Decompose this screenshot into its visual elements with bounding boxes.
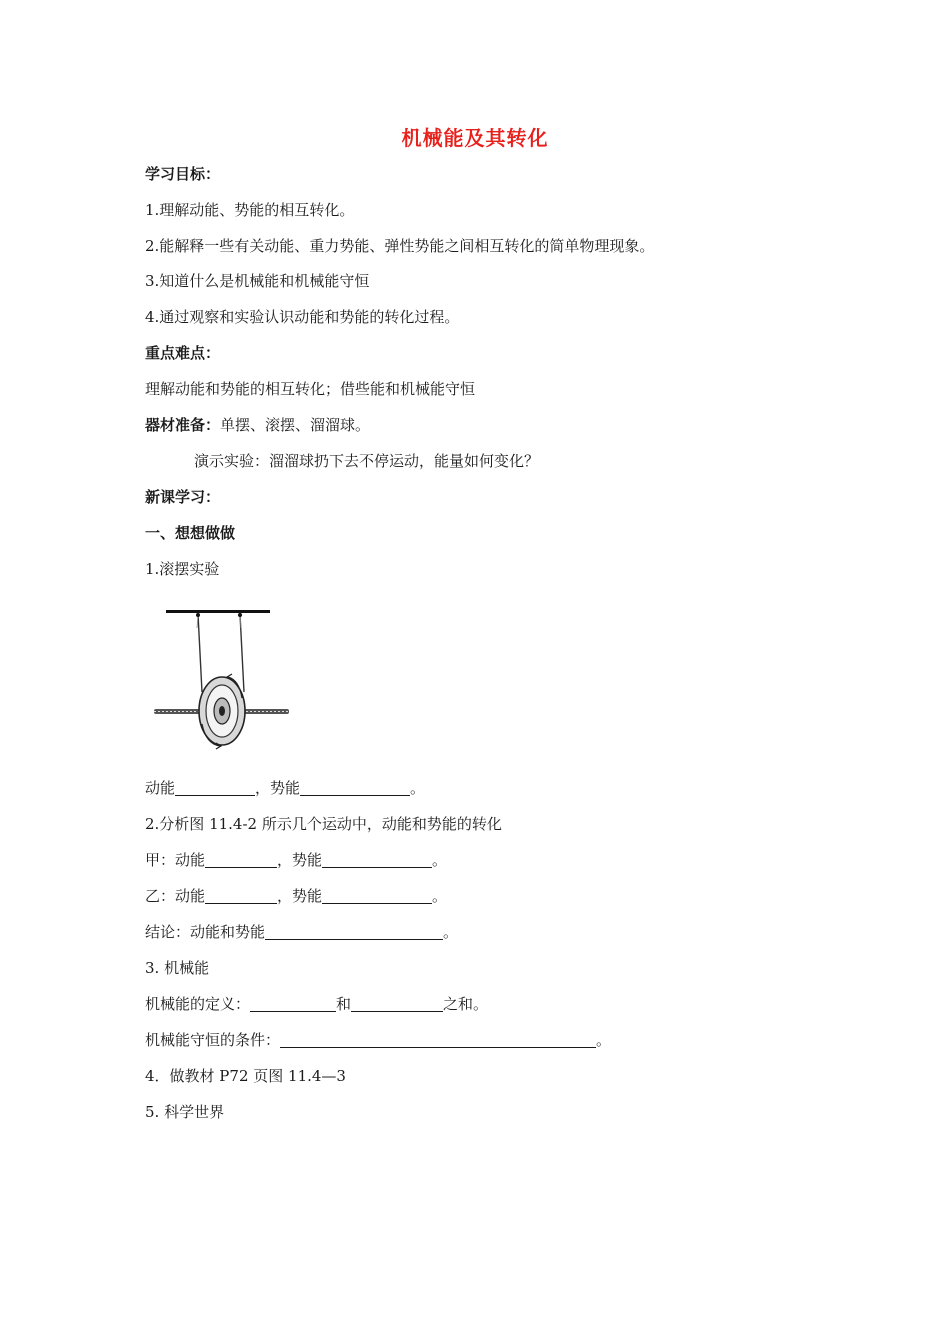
conclusion-blank[interactable] [265,923,443,940]
goal-item-3: 3.知道什么是机械能和机械能守恒 [145,272,370,290]
rolling-pendulum-figure [148,598,293,756]
conservation-condition-line: 机械能守恒的条件： 。 [145,1031,612,1049]
definition-line: 机械能的定义： 和 之和。 [145,995,489,1013]
rolling-pendulum-question: 动能 ，势能 。 [145,779,426,797]
new-lesson-heading: 新课学习： [145,488,221,506]
equipment-line [145,415,370,435]
potential-energy-blank[interactable] [300,779,410,796]
goal-item-2: 2.能解释一些有关动能、重力势能、弹性势能之间相互转化的简单物理现象。 [145,237,655,255]
kinetic-energy-blank[interactable] [175,779,255,796]
part1-heading: 一、想想做做 [145,524,236,542]
goal-item-1: 1.理解动能、势能的相互转化。 [145,201,355,219]
yi-question: 乙：动能 ，势能 。 [145,887,448,905]
jia-kinetic-blank[interactable] [205,851,277,868]
goal-item-4: 4.通过观察和实验认识动能和势能的转化过程。 [145,308,460,326]
condition-blank[interactable] [280,1031,596,1048]
definition-blank-1[interactable] [250,995,336,1012]
jia-potential-blank[interactable] [322,851,432,868]
item-3-title: 3. 机械能 [145,959,210,977]
yi-potential-blank[interactable] [322,887,432,904]
conclusion-line: 结论：动能和势能 。 [145,923,459,941]
demo-experiment-text: 演示实验：溜溜球扔下去不停运动，能量如何变化？ [194,452,540,470]
item-5-title: 5. 科学世界 [145,1103,225,1121]
item-1-title: 1.滚摆实验 [145,560,220,578]
key-points-text: 理解动能和势能的相互转化；借些能和机械能守恒 [145,380,476,398]
equipment-text: 单摆、滚摆、溜溜球。 [220,416,371,434]
yi-kinetic-blank[interactable] [205,887,277,904]
item-2-title: 2.分析图 11.4-2 所示几个运动中，动能和势能的转化 [145,815,502,833]
equipment-label: 器材准备： [145,416,221,434]
jia-question: 甲：动能 ，势能 。 [145,851,448,869]
page-title: 机械能及其转化 [401,126,549,150]
goals-heading: 学习目标： [145,165,221,183]
definition-blank-2[interactable] [351,995,443,1012]
item-4-title: 4．做教材 P72 页图 11.4—3 [145,1067,346,1085]
key-points-heading: 重点难点： [145,344,221,362]
